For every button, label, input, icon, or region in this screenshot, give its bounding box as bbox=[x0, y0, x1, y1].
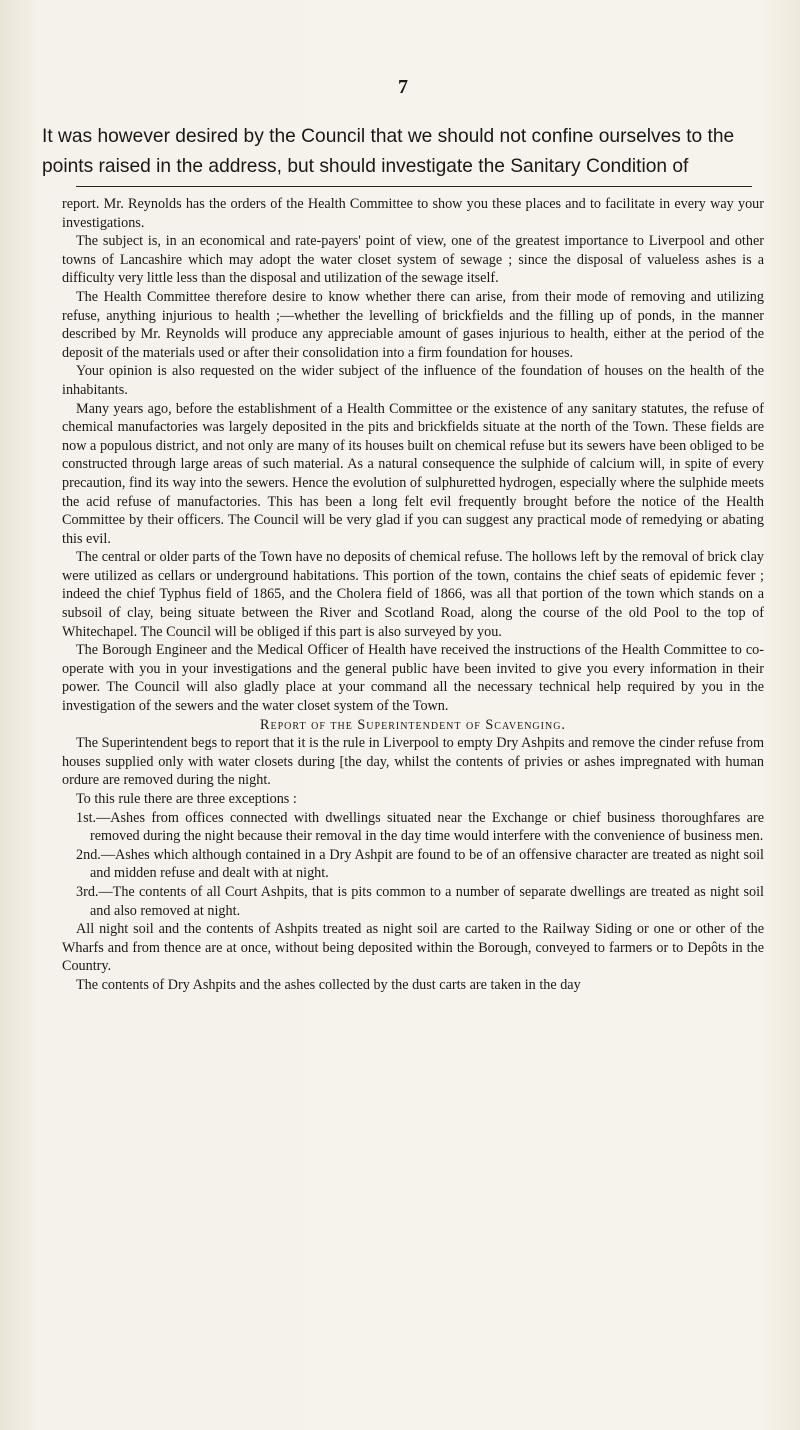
paragraph: Your opinion is also requested on the wider subject of the influence of the foundation of houses on the health of the inhabitants. bbox=[62, 363, 764, 398]
paragraph: All night soil and the contents of Ashpits treated as night soil are carted to the Railway Siding or one or other of the Wharfs and from thence are at once, without being deposited within the Borough, conveyed to farmers or to Depôts in the Country. bbox=[62, 921, 764, 975]
paragraph: The Superintendent begs to report that it is the rule in Liverpool to empty Dry Ashpits and remove the cinder refuse from houses supplied only with water closets during [the day, whilst the contents of privies or ashes impregnated with human ordure are removed during the night. bbox=[62, 735, 764, 789]
paragraph: The contents of Dry Ashpits and the ashes collected by the dust carts are taken in the day bbox=[76, 976, 581, 993]
paragraph: To this rule there are three exceptions : bbox=[76, 791, 297, 807]
paragraph: The central or older parts of the Town have no deposits of chemical refuse. The hollows left by the removal of brick clay were utilized as cellars or underground habitations. This portion of the town, contains the chief seats of epidemic fever ; indeed the chief Typhus field of 1865, and the Cholera field of 1866, was all that portion of the town which stands on a subsoil of clay, being situate between the River and Scotland Road, along the course of the old Pool to the top of Whitechapel. The Council will be obliged if this part is also surveyed by you. bbox=[62, 549, 764, 640]
section-heading: Report of the Superintendent of Scavenging. bbox=[260, 716, 566, 733]
paragraph: The Health Committee therefore desire to know whether there can arise, from their mode of removing and utilizing refuse, anything injurious to health ;—whether the levelling of brickfields and the filling up of ponds, in the manner described by Mr. Reynolds will produce any appreciable amount of gases injurious to health, either at the period of the deposit of the materials used or after their consolidation into a firm foundation for houses. bbox=[62, 288, 764, 361]
separator-rule bbox=[76, 186, 752, 187]
paragraph: The Borough Engineer and the Medical Officer of Health have received the instructions of the Health Committee to co-operate with you in your investigations and the general public have been invited to give you every information in their power. The Council will also gladly place at your command all the necessary technical help required by you in the investigation of the sewers and the water closet system of the Town. bbox=[62, 642, 764, 715]
paragraph: report. Mr. Reynolds has the orders of the Health Committee to show you these places and to facilitate in every way your investigations. bbox=[62, 196, 764, 231]
exception-item: 2nd.—Ashes which although contained in a Dry Ashpit are found to be of an offensive character are treated as night soil and midden refuse and dealt with at night. bbox=[76, 846, 764, 882]
paragraph: Many years ago, before the establishment of a Health Committee or the existence of any sanitary statutes, the refuse of chemical manufactories was largely deposited in the pits and brickfields situate at the north of the Town. These fields are now a populous district, and not only are many of its houses built on chemical refuse but its sewers have been obliged to be constructed through large areas of such material. As a natural consequence the sulphide of calcium will, in spite of every precaution, find its way into the sewers. Hence the evolution of sulphuretted hydrogen, especially where the sulphide meets the acid refuse of manufactories. This has been a long felt evil frequently brought before the notice of the Health Committee by their officers. The Council will be very glad if you can suggest any practical mode of remedying or abating this evil. bbox=[62, 400, 764, 547]
exception-item: 3rd.—The contents of all Court Ashpits, that is pits common to a number of separate dwellings are treated as night soil and also removed at night. bbox=[76, 883, 764, 919]
exception-item: 1st.—Ashes from offices connected with dwellings situated near the Exchange or chief business thoroughfares are removed during the night because their removal in the day time would interfere with the convenience of business men. bbox=[76, 809, 764, 845]
page-number: 7 bbox=[398, 76, 409, 98]
intro-paragraph bbox=[42, 122, 770, 182]
intro-text: It was however desired by the Council that we should not confine ourselves to the points raised in the address, but should investigate the Sanitary Condition of bbox=[42, 126, 735, 177]
body-text bbox=[62, 195, 764, 995]
paragraph: The subject is, in an economical and rate-payers' point of view, one of the greatest importance to Liverpool and other towns of Lancashire which may adopt the water closet system of sewage ; since the disposal of valueless ashes is a difficulty very little less than the disposal and utilization of the sewage itself. bbox=[62, 233, 764, 287]
